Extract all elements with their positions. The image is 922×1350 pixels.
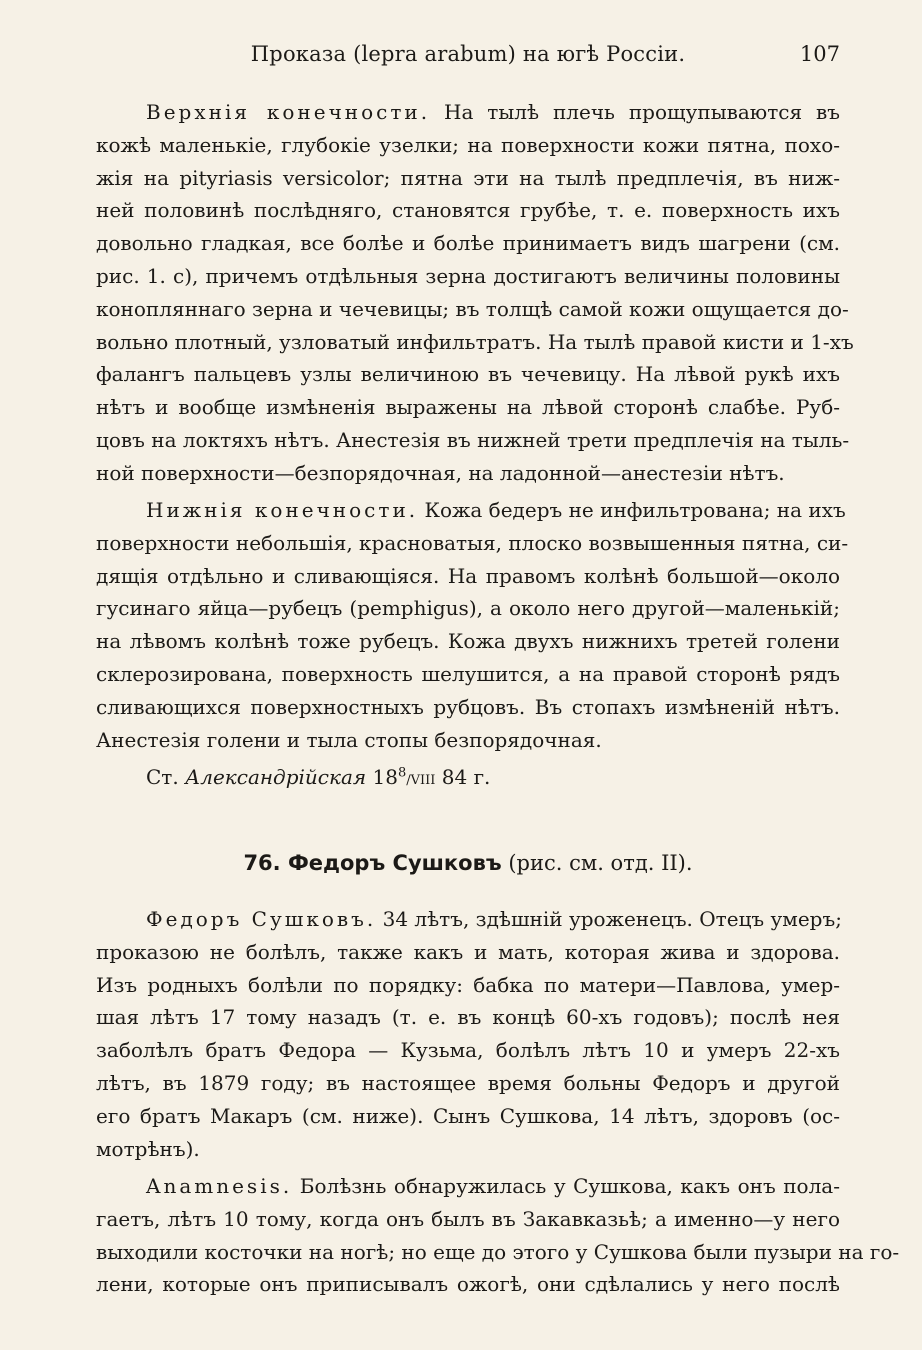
text-line: мотрѣнъ).: [96, 1136, 200, 1161]
running-title: Проказа (lepra arabum) на югѣ Россіи.: [250, 42, 686, 66]
text-line: довольно гладкая, все болѣе и болѣе принимаетъ видъ шагрени (см.: [96, 231, 840, 256]
paragraph-lead: Нижнія конечности.: [146, 498, 419, 522]
text-line: ней половинѣ послѣдняго, становятся грубѣе, т. е. поверхность ихъ: [96, 198, 840, 223]
place-date-signature: Ст. Александрійская $18^8$/VIII 84 г.: [146, 765, 491, 789]
text-line: Нижнія конечности. Кожа бедеръ не инфильтрована; на ихъ: [146, 498, 846, 522]
paragraph-anamnesis: [96, 1170, 900, 1301]
case-number-name: 76. Федоръ Сушковъ: [243, 851, 502, 875]
text-line: его братъ Макаръ (см. ниже). Сынъ Сушкова, 14 лѣтъ, здоровъ (ос-: [96, 1103, 840, 1128]
text-line: ной поверхности—безпорядочная, на ладонной—анестезіи нѣтъ.: [96, 460, 785, 485]
text-line: склерозирована, поверхность шелушится, а на правой сторонѣ рядъ: [96, 661, 840, 686]
paragraph-lower-limbs: [96, 494, 849, 756]
text-line: Федоръ Сушковъ. 34 лѣтъ, здѣшній уроженецъ. Отецъ умеръ;: [146, 907, 842, 931]
paragraph-lead: Федоръ Сушковъ.: [146, 907, 377, 931]
text-line: жія на pityriasis versicolor; пятна эти на тылѣ предплечія, въ ниж-: [96, 165, 840, 190]
paragraph-lead: Верхнія конечности.: [146, 100, 431, 124]
paragraph-lead: Anamnesis.: [146, 1174, 293, 1198]
text-line: рис. 1. с), причемъ отдѣльныя зерна достигаютъ величины половины: [96, 263, 840, 288]
text-line: дящія отдѣльно и сливающіяся. На правомъ колѣнѣ большой—около: [96, 563, 840, 588]
text-line: на лѣвомъ колѣнѣ тоже рубецъ. Кожа двухъ нижнихъ третей голени: [96, 629, 840, 654]
text-line: шая лѣтъ 17 тому назадъ (т. е. въ концѣ 60-хъ годовъ); послѣ нея: [96, 1005, 840, 1030]
text-line: цовъ на локтяхъ нѣтъ. Анестезія въ нижней трети предплечія на тыль-: [96, 427, 850, 452]
text-line: сливающихся поверхностныхъ рубцовъ. Въ стопахъ измѣненій нѣтъ.: [96, 694, 840, 719]
text-line: Изъ родныхъ болѣли по порядку: бабка по матери—Павлова, умер-: [96, 972, 840, 997]
paragraph-upper-limbs: [96, 96, 854, 490]
text-line: гаетъ, лѣтъ 10 тому, когда онъ былъ въ Закавказьѣ; а именно—у него: [96, 1206, 840, 1231]
page-number: 107: [799, 42, 840, 66]
text-line: поверхности небольшія, красноватыя, плоско возвышенныя пятна, си-: [96, 530, 849, 555]
text-line: Верхнія конечности. На тылѣ плечь прощупываются въ: [146, 100, 840, 124]
place-name: Александрійская: [185, 765, 367, 789]
text-line: Анестезія голени и тыла стопы безпорядочная.: [96, 727, 602, 752]
text-line: гусинаго яйца—рубецъ (pemphigus), а около него другой—маленькій;: [96, 596, 840, 621]
text-line: нѣтъ и вообще измѣненія выражены на лѣвой сторонѣ слабѣе. Руб-: [96, 395, 840, 420]
page-header: [96, 42, 840, 78]
text-line: лѣтъ, въ 1879 году; въ настоящее время больны Федоръ и другой: [96, 1070, 840, 1095]
paragraph-patient-intro: [96, 903, 840, 1165]
text-line: фалангъ пальцевъ узлы величиною въ чечевицу. На лѣвой рукѣ ихъ: [96, 362, 840, 387]
text-line: лени, которые онъ приписывалъ ожогѣ, они сдѣлались у него послѣ: [96, 1272, 840, 1297]
section-heading: [96, 845, 840, 881]
text-line: заболѣлъ братъ Федора — Кузьма, болѣлъ лѣтъ 10 и умеръ 22-хъ: [96, 1038, 840, 1063]
text-line: кожѣ маленькіе, глубокіе узелки; на поверхности кожи пятна, похо-: [96, 132, 840, 157]
heading-note: (рис. см. отд. II).: [501, 851, 693, 875]
text-line: проказою не болѣлъ, также какъ и мать, которая жива и здорова.: [96, 939, 840, 964]
text-line: выходили косточки на ногѣ; но еще до этого у Сушкова были пузыри на го-: [96, 1239, 900, 1264]
text-line: вольно плотный, узловатый инфильтратъ. На тылѣ правой кисти и 1-хъ: [96, 329, 854, 354]
text-line: конопляннаго зерна и чечевицы; въ толщѣ самой кожи ощущается до-: [96, 296, 849, 321]
text-line: Anamnesis. Болѣзнь обнаружилась у Сушкова, какъ онъ пола-: [146, 1174, 840, 1198]
